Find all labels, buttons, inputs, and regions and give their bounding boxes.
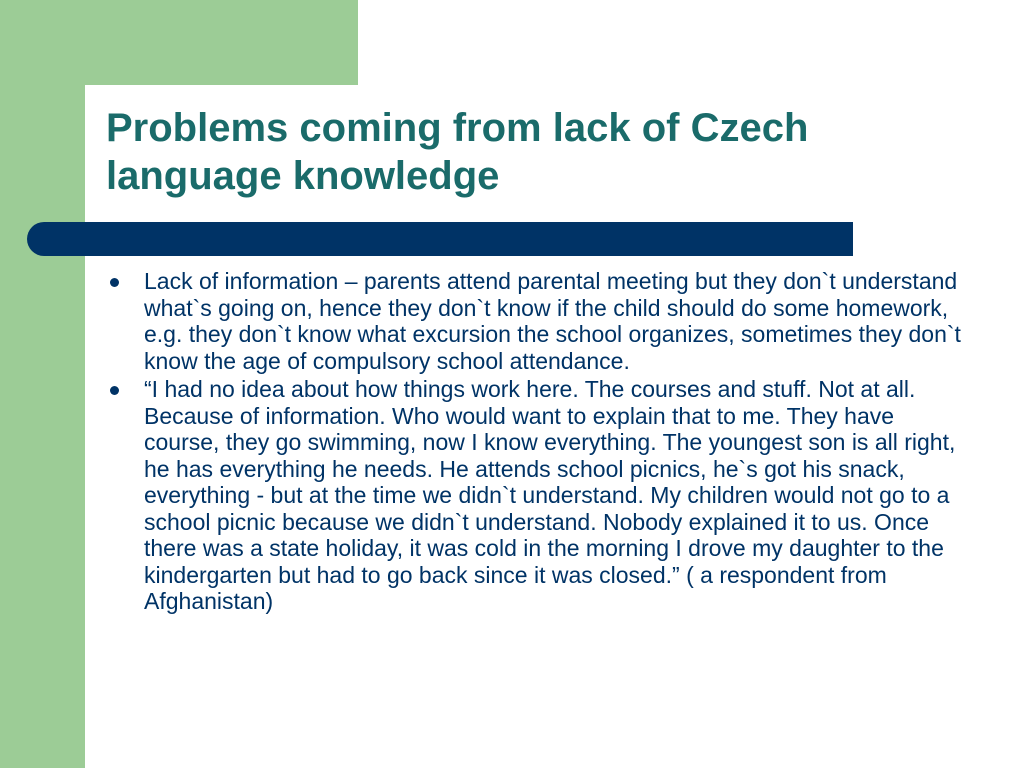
decorative-green-sidebar [0,0,85,768]
slide-title: Problems coming from lack of Czech language knowledge [106,106,809,198]
bullet-text: “I had no idea about how things work here. The courses and stuff. Not at all. Because of information. Who would want to explain that to me. They have course, they go swimming, now I know everything. The youngest son is all right, he has everything he needs. He attends school picnics, he`s got his snack, everything - but at the time we didn`t understand. My children would not go to a school picnic because we didn`t understand. Nobody explained it to us. Once there was a state holiday, it was cold in the morning I drove my daughter to the kindergarten but had to go back since it was closed.” ( a respondent from Afghanistan) [144,376,956,614]
bullet-item [106,268,966,374]
bullet-text: Lack of information – parents attend parental meeting but they don`t understand what`s going on, hence they don`t know if the child should do some homework, e.g. they don`t know what excursion the school organizes, sometimes they don`t know the age of compulsory school attendance. [144,268,961,374]
decorative-green-top-band [0,0,358,85]
bullet-dot-icon [110,278,119,287]
bullet-list [106,268,966,617]
bullet-dot-icon [110,386,119,395]
bullet-item [106,376,966,615]
decorative-title-bar [27,222,853,256]
